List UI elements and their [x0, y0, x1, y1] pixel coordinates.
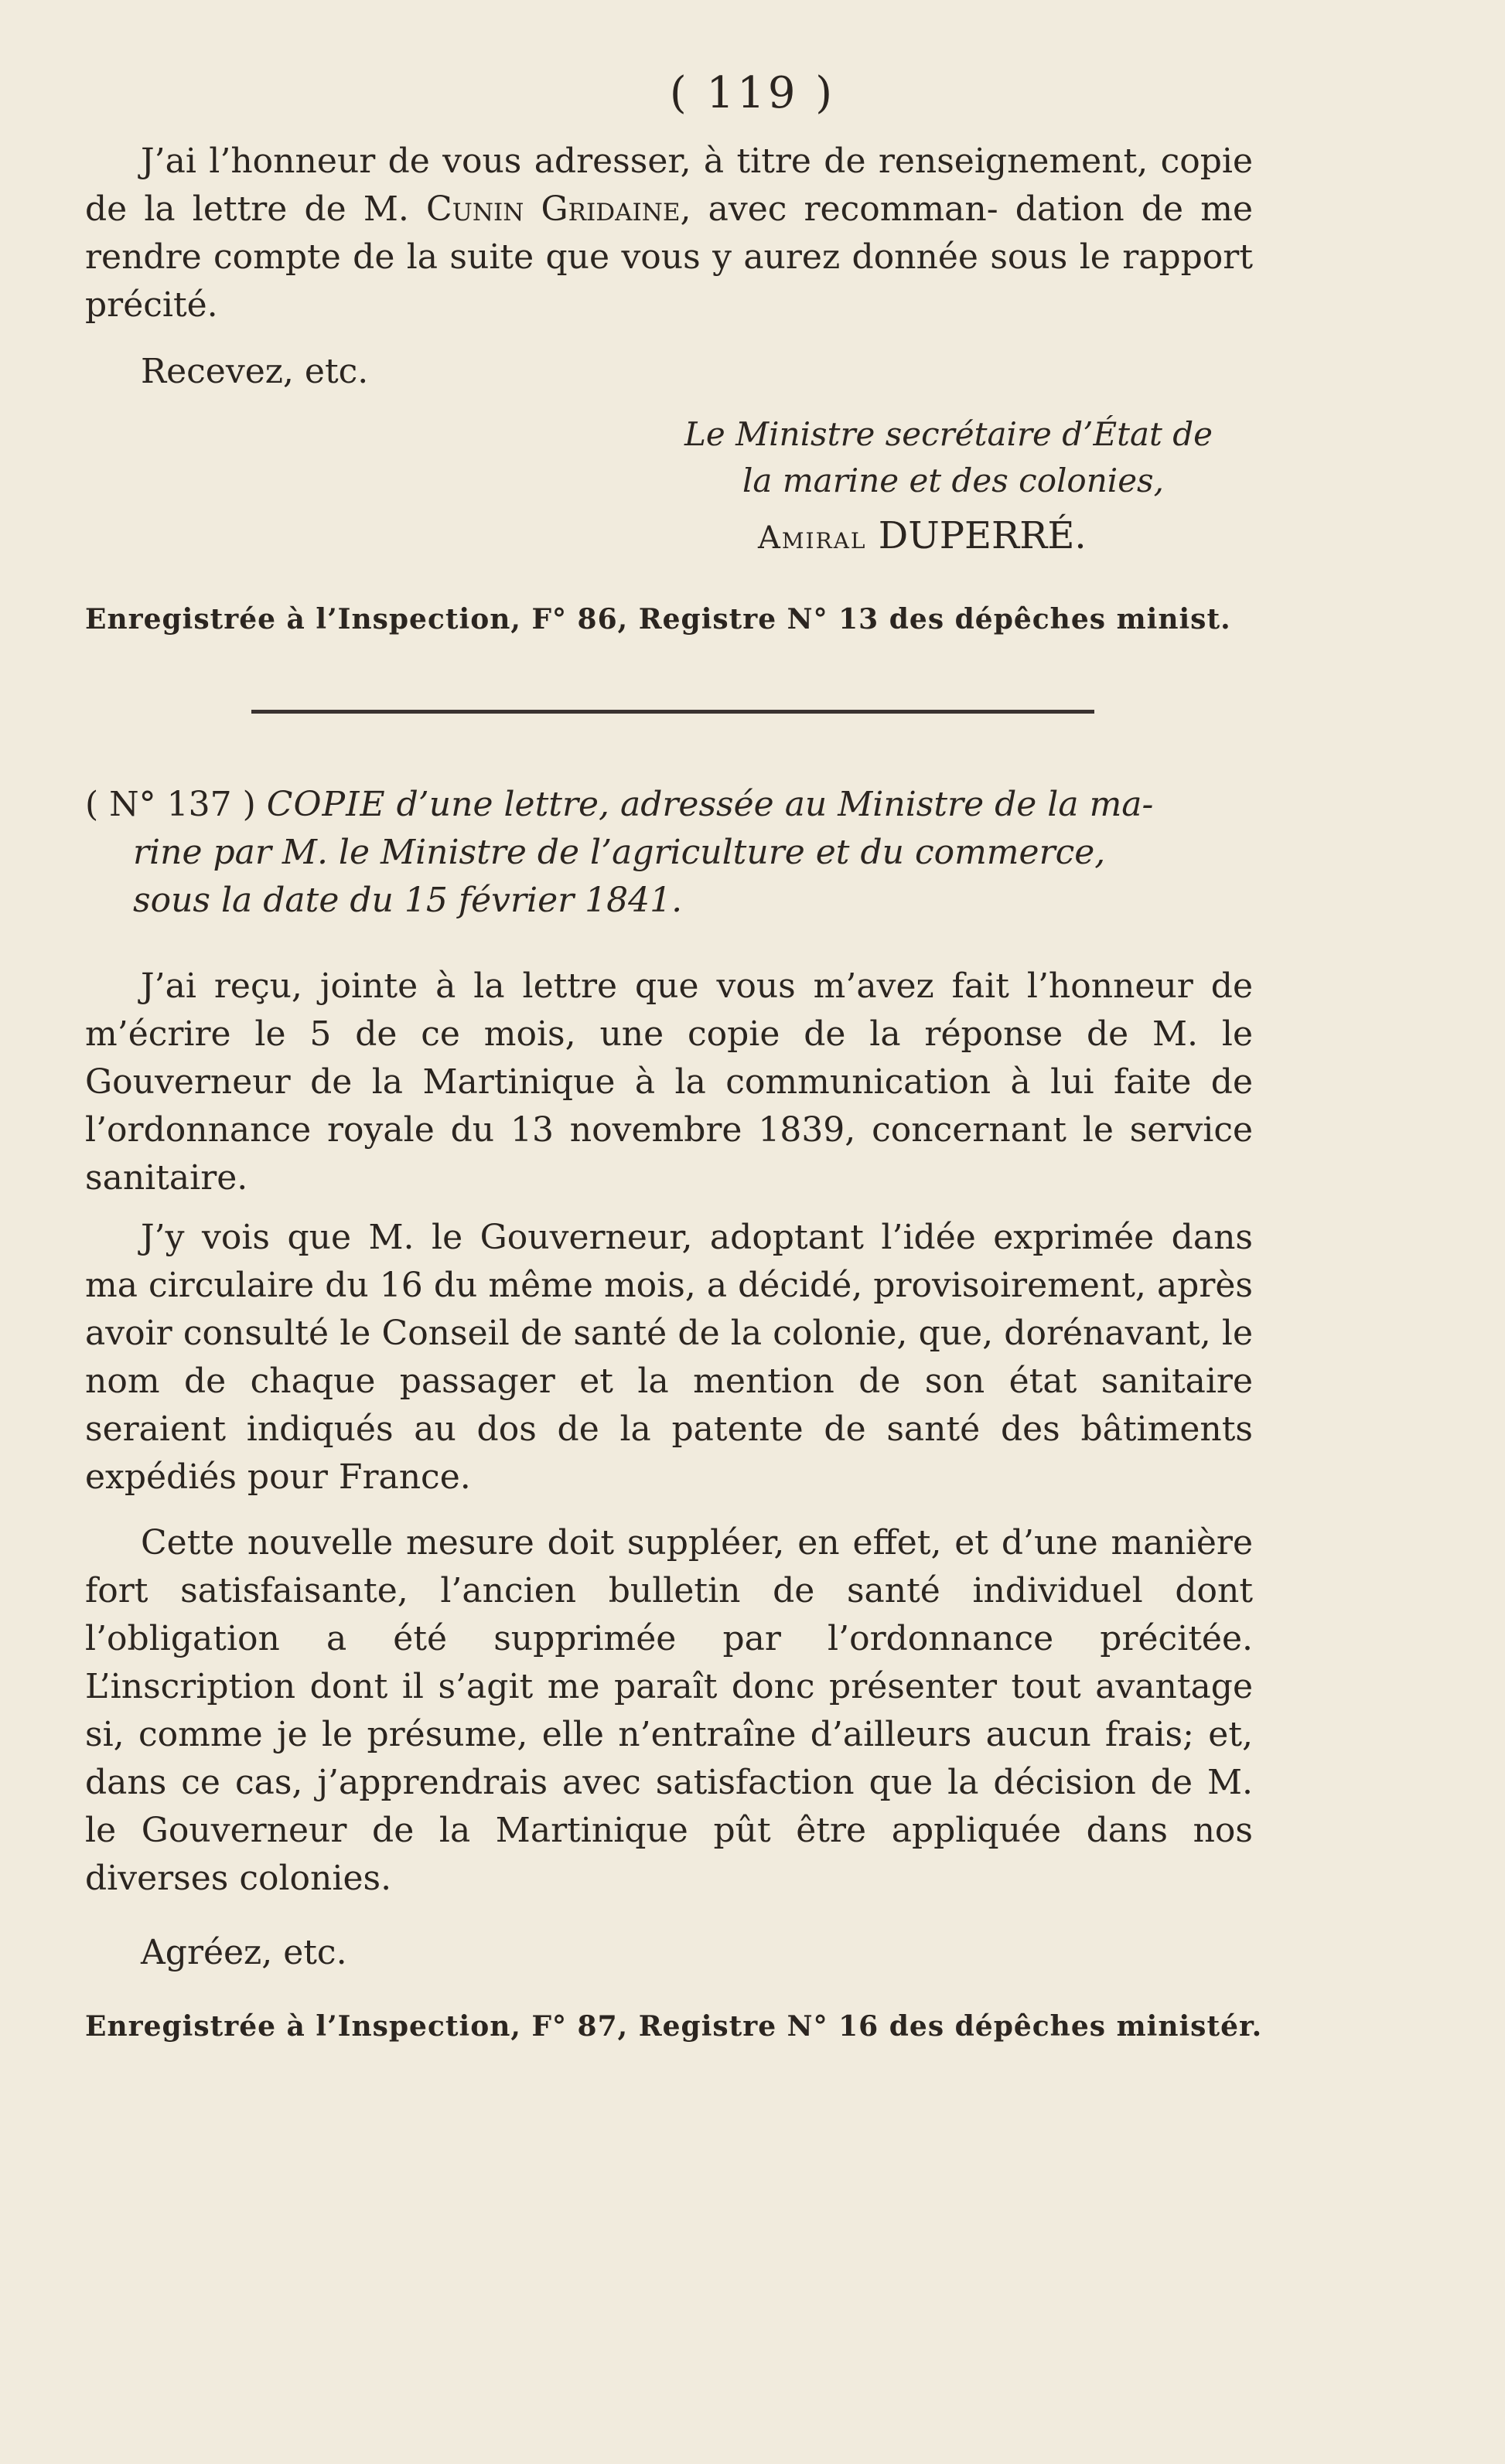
document-title [85, 781, 1253, 925]
title-line2: rine par M. le Ministre de l’agriculture et du commerce, [133, 833, 1106, 872]
letter1-closing: Recevez, etc. [141, 352, 369, 391]
registration-note-1: Enregistrée à l’Inspection, F° 86, Registre N° 13 des dépêches minist. [85, 603, 1231, 636]
paragraph-3: Cette nouvelle mesure doit suppléer, en effet, et d’une manière fort satisfaisante, l’ancien bulletin de santé individuel dont l’obligation a été supprimée par l’ordonnance précitée. L’inscription dont il s’agit me paraît donc présenter tout avantage si, comme je le présume, elle n’entraîne d’ailleurs aucun frais; et, dans ce cas, j’apprendrais avec satisfaction que la décision de M. le Gouverneur de la Martinique pût être appliquée dans nos diverses colonies. [85, 1523, 1253, 1898]
page-number: ( 119 ) [669, 68, 836, 118]
signer-name: DUPERRÉ. [878, 514, 1087, 557]
letter1-line1: J’ai l’honneur de vous adresser, à titre de renseignement, [141, 141, 1148, 181]
title-line1-text: d’une lettre, adressée au Ministre de la ma- [396, 785, 1154, 824]
document-number: ( N° 137 ) [85, 785, 256, 824]
signer [758, 514, 1087, 557]
paragraph-2: J’y vois que M. le Gouverneur, adoptant l’idée exprimée dans ma circulaire du 16 du même mois, a décidé, provisoirement, après avoir consulté le Conseil de santé de la colonie, que, dorénavant, le nom de chaque passager et la mention de son état sanitaire seraient indiqués au dos de la patente de santé des bâtiments expédiés pour France. [85, 1218, 1253, 1497]
signature-title-line1: Le Ministre secrétaire d’État de [684, 415, 1213, 453]
title-line3: sous la date du 15 février 1841. [133, 881, 683, 920]
letter1-line3: dation de me rendre compte de la suite que vous y aurez donnée [85, 189, 1254, 277]
signature-title-line2: la marine et des colonies, [742, 462, 1164, 499]
title-line1 [85, 781, 1253, 829]
registration-note-2: Enregistrée à l’Inspection, F° 87, Registre N° 16 des dépêches ministér. [85, 2010, 1263, 2043]
letter1-line2-post: , avec recomman- [680, 189, 998, 229]
document-closing: Agréez, etc. [141, 1933, 347, 1972]
paragraph-1: J’ai reçu, jointe à la lettre que vous m’avez fait l’honneur de m’écrire le 5 de ce mois, une copie de la réponse de M. le Gouverneur de la Martinique à la communication à lui faite de l’ordonnance royale du 13 novembre 1839, concernant le service sanitaire. [85, 966, 1253, 1198]
letter1-line2-pre: copie de la lettre de M. [85, 141, 1253, 229]
title-caps: COPIE [266, 785, 386, 824]
letter1-body [85, 138, 1253, 329]
signer-rank: Amiral [758, 520, 867, 556]
letter1-line4: sous le rapport précité. [85, 237, 1254, 325]
minister-name: Cunin Gridaine [426, 189, 681, 229]
section-divider [251, 710, 1094, 714]
